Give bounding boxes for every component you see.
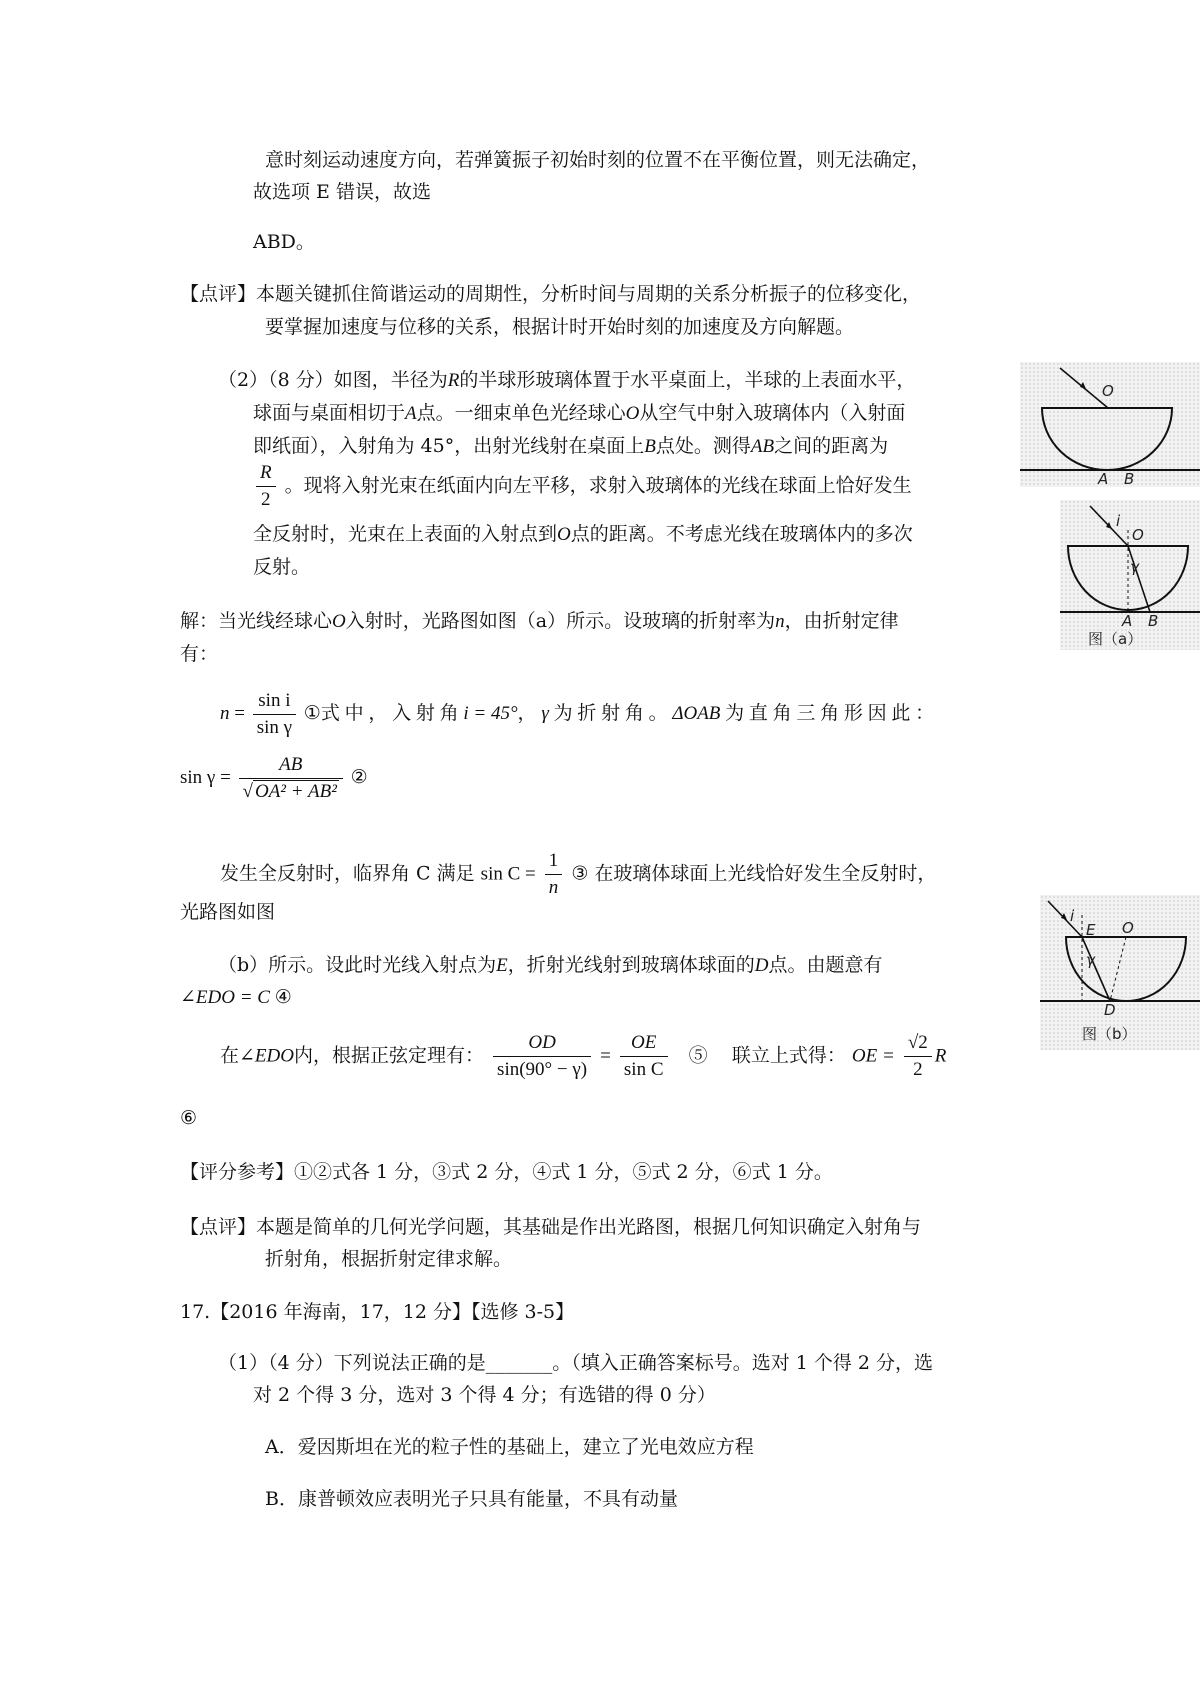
comment-line: 折射角，根据折射定律求解。 xyxy=(265,1248,513,1270)
score-tag: 【评分参考】 xyxy=(180,1161,295,1183)
question-heading: 17.【2016 年海南，17，12 分】【选修 3-5】 xyxy=(180,1301,575,1323)
figure-label: O xyxy=(1122,919,1134,937)
figure-caption: 图（b） xyxy=(1082,1025,1137,1043)
figure-caption: 图（a） xyxy=(1088,630,1143,648)
solution-line: 解：当光线经球心O入射时，光路图如图（a）所示。设玻璃的折射率为n，由折射定律 xyxy=(180,610,899,632)
equation-1: n = $\frac{\text{sin i}}{\text{sin γ}}$ ①式 中 ， 入 射 角 i = 45°， γ 为 折 射 角 。 ΔOAB 为 直 角 三 角 形 因 此 ： xyxy=(220,690,935,738)
equation-5: 在∠EDO内，根据正弦定理有： $\frac{OD}{\sin(90^\circ - \gamma)}$ = $\frac{OE}{\text{sin C}}$ ⑤ 联立上式得： OE = $\frac{√2}{2}$ R xyxy=(220,1032,947,1080)
fraction-r-over-2: $\frac{R}{2}$ xyxy=(256,460,276,513)
figure-label: O xyxy=(1132,526,1144,544)
equation-3: 发生全反射时，临界角 C 满足 sin C = $\frac{1}{n}$ ③ 在玻璃体球面上光线恰好发生全反射时， xyxy=(220,850,937,898)
score-line: 【评分参考】①②式各 1 分，③式 2 分，④式 1 分，⑤式 2 分，⑥式 1 分。 xyxy=(180,1161,833,1183)
figure-b xyxy=(1040,895,1200,1050)
question-line: 球面与桌面相切于A点。一细束单色光经球心O从空气中射入玻璃体内（入射面 xyxy=(253,402,906,424)
comment-tag: 【点评】 xyxy=(180,1216,257,1238)
comment-line: 要掌握加速度与位移的关系，根据计时开始时刻的加速度及方向解题。 xyxy=(265,316,855,338)
option-b: B．康普顿效应表明光子只具有能量，不具有动量 xyxy=(265,1488,678,1510)
question-line: 对 2 个得 3 分，选对 3 个得 4 分；有选错的得 0 分） xyxy=(253,1384,716,1406)
figure-label: A xyxy=(1098,470,1109,488)
figure-label: O xyxy=(1102,382,1114,400)
figure-label: γ xyxy=(1086,951,1095,969)
question-line: 即纸面），入射角为 45°，出射光线射在桌面上B点处。测得AB之间的距离为 xyxy=(253,435,889,457)
question-line: $\frac{R}{2}$ 。现将入射光束在纸面内向左平移，求射入玻璃体的光线在球面上恰好发生 xyxy=(253,460,912,513)
figure-label: i xyxy=(1070,907,1075,925)
comment-line: 【点评】本题是简单的几何光学问题，其基础是作出光路图，根据几何知识确定入射角与 xyxy=(180,1216,922,1238)
figure-label: γ xyxy=(1130,558,1139,576)
figure-label: B xyxy=(1148,612,1159,630)
text-line: 故选项 E 错误，故选 xyxy=(253,181,431,203)
solution-line: （b）所示。设此时光线入射点为E，折射光线射到玻璃体球面的D点。由题意有 xyxy=(218,954,883,976)
question-line: 反射。 xyxy=(253,556,311,578)
figure-label: A xyxy=(1122,612,1133,630)
question-line: （1）（4 分）下列说法正确的是_______。（填入正确答案标号。选对 1 个得 2 分，选 xyxy=(218,1352,934,1374)
question-line: 全反射时，光束在上表面的入射点到O点的距离。不考虑光线在玻璃体内的多次 xyxy=(253,523,913,545)
equation-2: sin γ = $\frac{AB}{\text{√ OA² + AB²}}$ ② xyxy=(180,754,368,802)
figure-label: B xyxy=(1124,470,1135,488)
solution-line: 有： xyxy=(180,643,219,665)
figure-hemisphere xyxy=(1020,362,1200,487)
figure-label: D xyxy=(1104,1001,1116,1019)
comment-tag: 【点评】 xyxy=(180,283,257,305)
equation-mark: ⑥ xyxy=(180,1107,198,1129)
equation-4: ∠EDO = C ④ xyxy=(180,987,292,1008)
answer-line: ABD。 xyxy=(253,231,315,253)
text-line: 意时刻运动速度方向，若弹簧振子初始时刻的位置不在平衡位置，则无法确定， xyxy=(265,149,931,171)
solution-line: 光路图如图 xyxy=(180,901,276,923)
figure-label: E xyxy=(1086,921,1096,939)
figure-label: i xyxy=(1116,512,1121,530)
question-line: （2）（8 分）如图，半径为R的半球形玻璃体置于水平桌面上，半球的上表面水平， xyxy=(218,369,916,391)
option-a: A．爱因斯坦在光的粒子性的基础上，建立了光电效应方程 xyxy=(265,1436,754,1458)
figure-hemisphere-drawing xyxy=(1020,362,1200,487)
comment-line: 【点评】本题关键抓住简谐运动的周期性，分析时间与周期的关系分析振子的位移变化， xyxy=(180,283,922,305)
figure-a xyxy=(1060,500,1200,650)
